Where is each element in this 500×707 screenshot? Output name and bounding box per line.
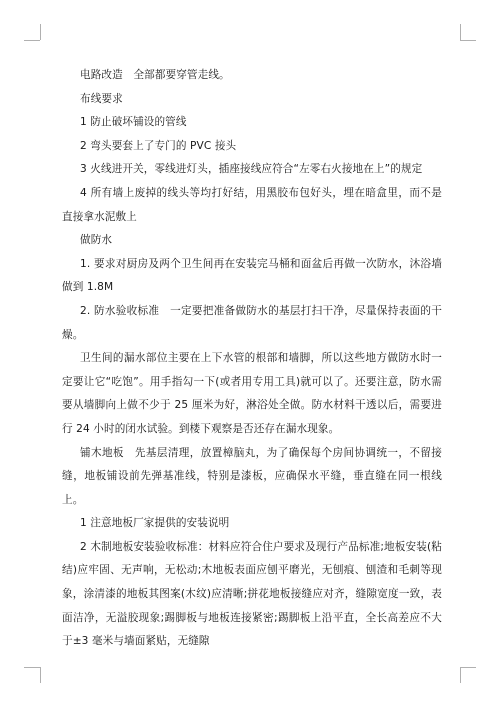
paragraph-flooring-item-2: 2 木制地板安装验收标准：材料应符合住户要求及现行产品标准;地板安装(粘结)应牢固、无声响，无松动;木地板表面应刨平磨光，无刨痕、刨渣和毛刺等现象，涂清漆的地板其图案(木纹)应清晰;拼花地板接缝应对齐，缝隙宽度一致，表面洁净，无溢胶现象;踢脚板与地板连接紧密;踢脚板上沿平直，全长高差应不大于±3 毫米与墙面紧贴，无缝隙 (62, 540, 442, 648)
crop-mark-top-right (460, 24, 461, 40)
paragraph-wiring-item-1: 1 防止破坏铺设的管线 (80, 116, 187, 129)
paragraph-circuit-renovation: 电路改造 全部都要穿管走线。 (80, 69, 230, 81)
paragraph-bathroom-leak: 卫生间的漏水部位主要在上下水管的根部和墙脚，所以这些地方做防水时一定要让它“吃饱”。用手指勾一下(或者用专用工具)就可以了。还要注意，防水需要从墙脚向上做不少于 25 厘米为好，淋浴处全做。防水材料干透以后，需要进行 24 小时的闭水试验。到楼下观察是否还存在漏水现象。 (62, 352, 442, 435)
paragraph-flooring-item-1: 1 注意地板厂家提供的安装说明 (80, 517, 230, 530)
crop-mark-top-right (460, 40, 476, 41)
paragraph-wiring-item-3: 3 火线进开关，零线进灯头，插座接线应符合“左零右火接地在上”的规定 (80, 163, 423, 176)
paragraph-wood-flooring: 铺木地板 先基层清理，放置樟脑丸，为了确保每个房间协调统一，不留接缝，地板铺设前先弹基准线，特别是漆板，应确保水平缝，垂直缝在同一根线上。 (62, 446, 442, 506)
document-body (62, 64, 442, 654)
crop-mark-bottom-right (460, 667, 476, 668)
crop-mark-bottom-left (40, 667, 41, 683)
paragraph-waterproofing-item-1: 1. 要求对厨房及两个卫生间再在安装完马桶和面盆后再做一次防水，沐浴墙做到 1.8M (62, 257, 442, 294)
paragraph-waterproofing-item-2: 2. 防水验收标准 一定要把准备做防水的基层打扫干净，尽量保持表面的干燥。 (62, 304, 442, 341)
heading-waterproofing: 做防水 (80, 234, 113, 247)
crop-mark-top-left (24, 40, 40, 41)
crop-mark-top-left (40, 24, 41, 40)
crop-mark-bottom-left (24, 667, 40, 668)
paragraph-wiring-item-2: 2 弯头要套上了专门的 PVC 接头 (80, 139, 237, 152)
crop-mark-bottom-right (460, 667, 461, 683)
paragraph-wiring-item-4: 4 所有墙上废掉的线头等均打好结，用黑胶布包好头，埋在暗盒里，而不是直接拿水泥敷上 (62, 186, 442, 223)
heading-wiring-requirements: 布线要求 (80, 92, 123, 105)
